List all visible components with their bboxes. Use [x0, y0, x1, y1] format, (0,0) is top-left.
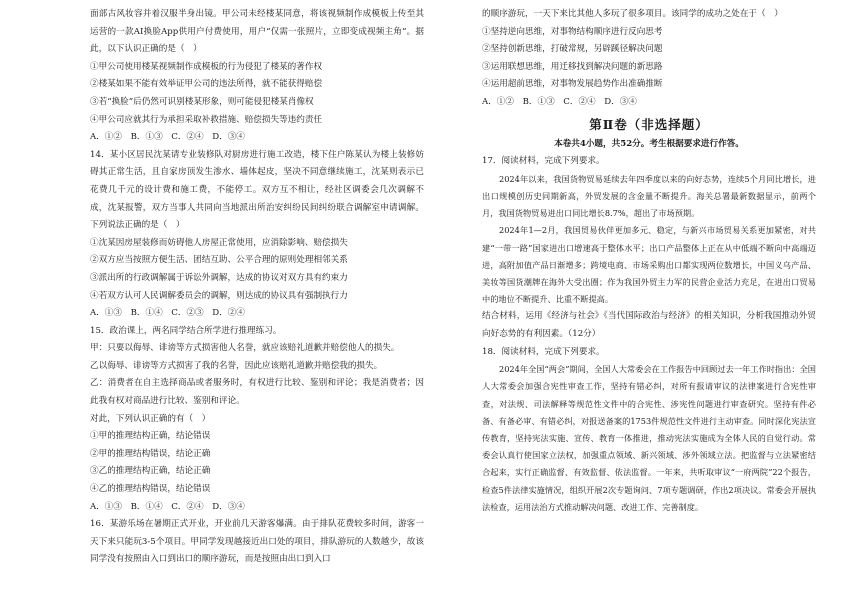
- q15-stem: 15．政治课上，两名同学结合所学进行推理练习。: [90, 325, 282, 336]
- q13-option-2: ②楼某如果不能有效举证甲公司的违法所得，就不能获得赔偿: [90, 79, 323, 90]
- q17-material-1: 2024年以来，我国货物贸易延续去年四季度以来的向好态势，连续5个月同比增长，进出口规模创历史同期新高，外贸发展的含金量不断提升。海关总署最新数据显示，前两个月，我国货物贸易进出口同比增长8.7%，超出了市场预期。: [482, 173, 816, 219]
- q14-stem: 14．某小区居民沈某请专业装修队对厨房进行施工改造，楼下住户陈某认为楼上装修妨碍其正常生活，且自家房顶发生渗水、墙体起皮，坚决不同意继续施工，沈某则表示已花费几千元的设计费和施工费，不能停工。双方互不相让，经社区调委会几次调解不成，沈某报警，双方当事人共同向当地派出所治安纠纷民间纠纷联合调解室申请调解。下列说法正确的是（ ）: [90, 149, 424, 231]
- section-note: 本卷共4小题，共52分。考生根据要求进行作答。: [554, 138, 744, 149]
- q14-option-3: ③派出所的行政调解属于诉讼外调解，达成的协议对双方具有约束力: [90, 272, 348, 283]
- q18-material-1: 2024年全国“两会”期间，全国人大常委会在工作报告中回顾过去一年工作时指出：全国人大常委会加强合宪性审查工作，坚持有错必纠，对所有报请审议的法律案进行合宪性审查，对法规、司法解释等规范性文件中的合宪性、涉宪性问题进行审查研究。坚持有件必备、有备必审、有错必纠，对报送备案的1753件规范性文件进行主动审查。同时深化宪法宣传教育，坚持宪法实施、宣传、教育一体推进，推动宪法实施成为全体人民的自觉行动。常委会认真行使国家立法权，加强重点领域、新兴领域、涉外领域立法。把监督与立法紧密结合起来，实行正确监督、有效监督、依法监督。一年来，共听取审议“一府两院”22个报告，检查5件法律实施情况，组织开展2次专题询问、7项专题调研，作出2项决议。常委会开展执法检查，运用法治方式推动解决问题、改进工作、完善制度。: [482, 364, 816, 512]
- q17-material-2: 2024年1—2月，我国贸易伙伴更加多元、稳定，与新兴市场贸易关系更加紧密，对共建“一带一路”国家进出口增速高于整体水平；出口产品整体上正在从中低端不断向中高端迈进，高附加值产品日渐增多；跨境电商、市场采购出口都实现两位数增长，中国义乌产品、美妆等国货潮牌在海外大受出圈；作为我国外贸主力军的民营企业活力充足，在进出口贸易中的地位不断提升、比重不断提高。: [482, 225, 816, 305]
- q16-continuation: 的顺序游玩，一天下来比其他人多玩了很多项目。该同学的成功之处在于（ ）: [482, 9, 783, 19]
- q16-option-3: ③运用联想思维，用迁移找到解决问题的新思路: [482, 61, 663, 72]
- q15-option-1: ①甲的推理结构正确，结论错误: [90, 431, 211, 442]
- q13-option-1: ①甲公司使用楼某视频制作成模板的行为侵犯了楼某的著作权: [90, 61, 323, 72]
- q16-choices: A．①② B．①③ C．②④ D．③④: [482, 96, 637, 107]
- right-column: [482, 6, 816, 516]
- q17-task: 结合材料，运用《经济与社会》《当代国际政治与经济》的相关知识，分析我国推动外贸向好态势的有利因素。（12分）: [482, 311, 816, 339]
- q15-choices: A．①③ B．①④ C．②④ D．③④: [90, 501, 245, 512]
- q13-continuation: 面部古风妆容并着汉服半身出镜。甲公司未经楼某同意，将该视频制作成模板上传至其运营的一款AI换脸App供用户付费使用，用户“仅需一张照片，立即变成视频主角”。据此，以下认识正确的是（ ）: [90, 9, 424, 55]
- q16-option-2: ②坚持创新思维，打破常规，另辟蹊径解决问题: [482, 44, 663, 55]
- q14-choices: A．①③ B．①④ C．②③ D．②④: [90, 308, 245, 319]
- q13-choices: A．①② B．①③ C．②④ D．③④: [90, 132, 245, 143]
- q14-option-4: ④若双方认可人民调解委员会的调解，则达成的协议具有强制执行力: [90, 290, 348, 301]
- q16-option-4: ④运用超前思维，对事物发展趋势作出准确推断: [482, 79, 663, 90]
- q15-yi: 乙：消费者在自主选择商品或者服务时，有权进行比较、鉴别和评论；我是消费者；因此我有权对商品进行比较、鉴别和评论。: [90, 378, 424, 407]
- q14-option-2: ②双方应当按照方便生活、团结互助、公平合理的原则处理相邻关系: [90, 255, 348, 266]
- q15-option-2: ②甲的推理结构错误，结论正确: [90, 448, 211, 459]
- left-column: [90, 6, 424, 569]
- section-title: 第Ⅱ卷（非选择题）: [589, 116, 709, 132]
- q15-option-3: ③乙的推理结构正确，结论正确: [90, 466, 211, 477]
- q15-jia-conclusion: 乙以侮辱、诽谤等方式损害了我的名誉，因此应该赔礼道歉并赔偿我的损失。: [90, 360, 383, 371]
- q15-jia: 甲：只要以侮辱、诽谤等方式损害他人名誉，就应该赔礼道歉并赔偿他人的损失。: [90, 343, 400, 354]
- q15-question: 对此，下列认识正确的有（ ）: [90, 413, 211, 424]
- q18-title: 18．阅读材料，完成下列要求。: [482, 346, 605, 357]
- q14-option-1: ①沈某因房屋装修而妨碍他人房屋正常使用，应消除影响、赔偿损失: [90, 237, 348, 248]
- q13-option-4: ④甲公司应就其行为承担采取补救措施、赔偿损失等违约责任: [90, 114, 323, 125]
- q13-option-3: ③若“换脸”后仍然可识别楼某形象，则可能侵犯楼某肖像权: [90, 96, 314, 107]
- q17-title: 17．阅读材料，完成下列要求。: [482, 156, 605, 167]
- q15-option-4: ④乙的推理结构错误，结论错误: [90, 484, 211, 495]
- q16-stem: 16．某游乐场在暑期正式开业，开业前几天游客爆满。由于排队花费较多时间，游客一天下来只能玩3-5个项目。甲同学发现越接近出口处的项目，排队游玩的人数越少，故该同学没有按照由入口到出口的顺序游玩，而是按照由出口到入口: [90, 519, 424, 565]
- q16-option-1: ①坚持逆向思维，对事物结构顺序进行反向思考: [482, 26, 663, 37]
